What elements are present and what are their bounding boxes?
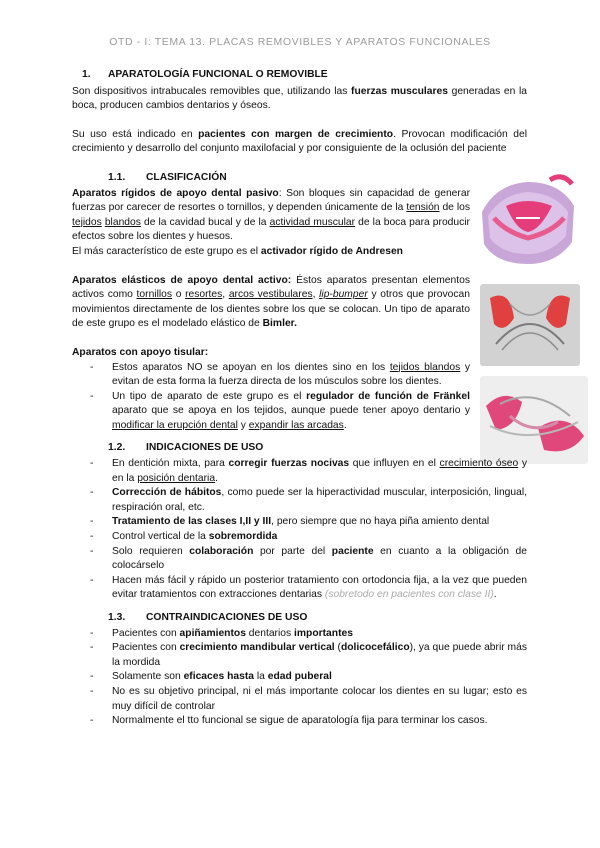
elastic-appliances-paragraph: Aparatos elásticos de apoyo dental activo: Éstos aparatos presentan elementos activos como tornillos o resortes, arcos vestibulares, lip-bumper y otros que provocan movimientos directamente de los dientes sobre los que se colocan. Un tipo de aparato de este grupo es el modelado elástico de Bimler. <box>72 274 470 330</box>
document-body <box>72 68 527 729</box>
list-item: - Control vertical de la sobremordida <box>90 530 527 545</box>
section-1-1-heading: 1.1. CLASIFICACIÓN <box>108 171 227 183</box>
contraindications-list <box>90 627 527 729</box>
list-item: - Hacen más fácil y rápido un posterior tratamiento con ortodoncia fija, a la vez que pueden evitar tratamientos con extracciones dentarias (sobretodo en pacientes con clase II). <box>90 574 527 603</box>
tissue-support-title: Aparatos con apoyo tisular: <box>72 346 209 358</box>
list-item: - Estos aparatos NO se apoyan en los dientes sino en los tejidos blandos y evitan de esta forma la fuerza directa de los músculos sobre los dientes. <box>90 361 470 390</box>
section-1-heading: 1. APARATOLOGÍA FUNCIONAL O REMOVIBLE <box>82 69 328 80</box>
list-item: - Un tipo de aparato de este grupo es el regulador de función de Fränkel aparato que se apoya en los tejidos, aunque puede tener apoyo dentario y modificar la erupción dental y expandir las arcadas. <box>90 390 470 434</box>
list-item: - Normalmente el tto funcional se sigue de aparatología fija para terminar los casos. <box>90 714 527 729</box>
list-item: - Tratamiento de las clases I,II y III, pero siempre que no haya piña amiento dental <box>90 515 527 530</box>
section-1-paragraph-1: Son dispositivos intrabucales removibles que, utilizando las fuerzas musculares generadas en la boca, producen cambios dentarios y óseos. <box>72 85 527 112</box>
list-item: - Corrección de hábitos, como puede ser la hiperactividad muscular, interposición, lingual, respiración oral, etc. <box>90 486 527 515</box>
tissue-support-list <box>90 361 470 434</box>
section-1-3-heading: 1.3. CONTRAINDICACIONES DE USO <box>108 612 308 623</box>
list-item: - No es su objetivo principal, ni el más importante colocar los dientes en su lugar; esto es muy difícil de controlar <box>90 685 527 714</box>
list-item: - Solo requieren colaboración por parte del paciente en cuanto a la obligación de colocárselo <box>90 545 527 574</box>
page-header: OTD - I: TEMA 13. PLACAS REMOVIBLES Y APARATOS FUNCIONALES <box>109 36 491 48</box>
list-item: - Solamente son eficaces hasta la edad puberal <box>90 670 527 685</box>
rigid-appliances-paragraph: Aparatos rígidos de apoyo dental pasivo: Son bloques sin capacidad de generar fuerzas por carecer de resortes o tornillos, y dependen únicamente de la tensión de los tejidos blandos de la cavidad bucal y de la actividad muscular de la boca para producir efectos sobre los dientes y huesos. <box>72 187 470 243</box>
indications-list <box>90 457 527 603</box>
section-1-2-heading: 1.2. INDICACIONES DE USO <box>108 442 264 454</box>
rigid-appliances-example: El más característico de este grupo es el activador rígido de Andresen <box>72 245 403 257</box>
list-item: - En dentición mixta, para corregir fuerzas nocivas que influyen en el crecimiento óseo y en la posición dentaria. <box>90 457 527 486</box>
section-1-paragraph-2: Su uso está indicado en pacientes con margen de crecimiento. Provocan modificación del crecimiento y desarrollo del conjunto maxilofacial y por consiguiente de la oclusión del paciente <box>72 128 528 155</box>
list-item: - Pacientes con apiñamientos dentarios importantes <box>90 627 527 642</box>
list-item: - Pacientes con crecimiento mandibular vertical (dolicocefálico), ya que puede abrir más la mordida <box>90 641 527 670</box>
